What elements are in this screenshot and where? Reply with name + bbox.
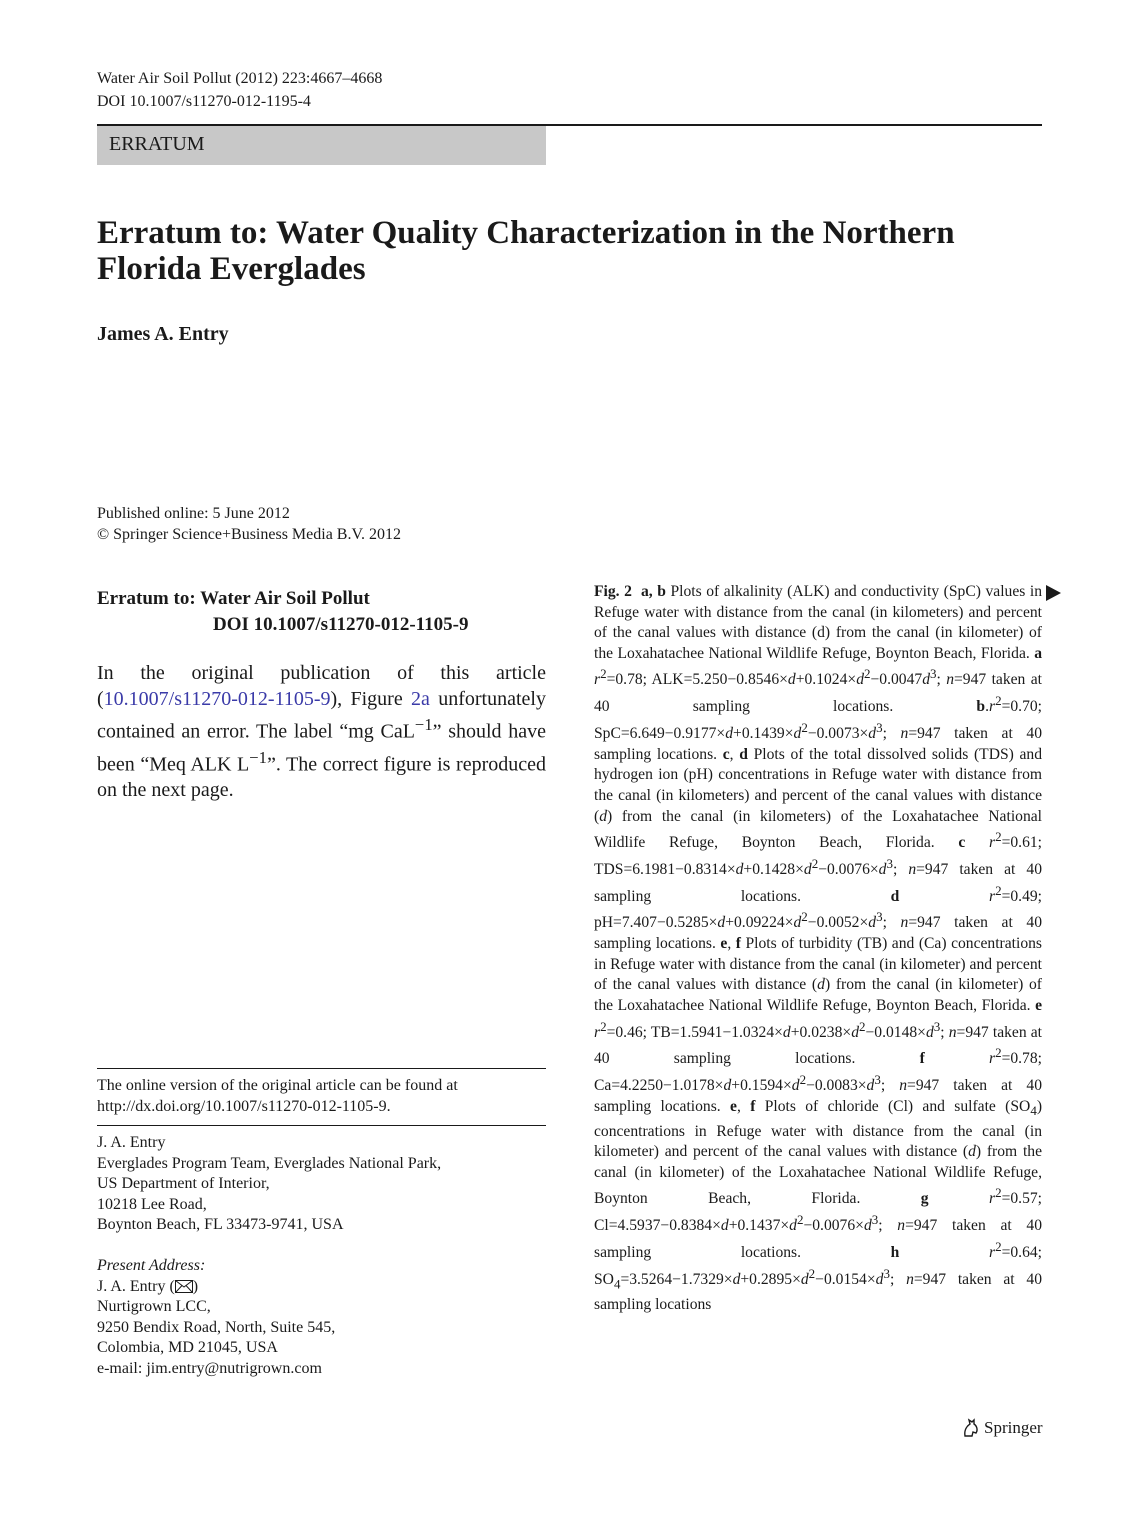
body-text: ”. The correct figure is reproduced on the next page. [97, 753, 546, 802]
doi-link[interactable]: 10.1007/s11270-012-1105-9 [103, 688, 331, 710]
present-address-line: 9250 Bendix Road, North, Suite 545, [97, 1318, 336, 1336]
superscript: −1 [414, 715, 433, 734]
subheading-line1: Erratum to: Water Air Soil Pollut [97, 588, 370, 609]
caption-text: values in Refuge water with distance from the canal (in kilometers) and percent of the canal values with distance (d) from the canal (in kilometer) of the Loxahatachee National Wildlife Refuge, Boynton Beach, Florida. [594, 583, 1043, 662]
article-title: Erratum to: Water Quality Characterization in the Northern Florida Everglades [97, 215, 955, 287]
section-label: ERRATUM [97, 126, 546, 165]
footnote-rule [97, 1068, 546, 1069]
erratum-body [97, 660, 546, 803]
name-text: ) [192, 1277, 199, 1295]
affiliation-line: 10218 Lee Road, [97, 1195, 207, 1213]
email-line[interactable]: e-mail: jim.entry@nutrigrown.com [97, 1359, 322, 1377]
envelope-icon[interactable] [175, 1280, 193, 1293]
present-address-line: Nurtigrown LCC, [97, 1298, 211, 1315]
body-text: ), Figure [330, 688, 412, 710]
present-address-label: Present Address: [97, 1257, 206, 1274]
body-text: In the original publication of this article ( [97, 662, 546, 710]
springer-horse-icon [962, 1418, 980, 1438]
present-address-name [97, 1277, 546, 1298]
figure-caption: Fig. 2 a, b Plots of alkalinity (ALK) and conductivity (SpC) values in Refuge water with distance from the canal (in kilometers) and percent of the canal values with distance (d) from the canal (in kilometer) of the Loxahatachee National Wildlife Refuge, Boynton Beach, Florida. a $r^2=0.78$; $ALK=5.250-0.8546\times d+0.1024\times d^2-0.0047d^3$; n=947 taken at 40 sampling locations. $b.r^2=0.70$; $SpC=6.649-0.9177\times d+0.1439\times d^2-0.0073\times d^3$; n=947 taken at 40 sampling locations. c, d Plots of the total dissolved solids (TDS) and hydrogen ion (pH) concentrations in Refuge water with distance from the canal (in kilometers) and percent of the canal values with distance (d) from the canal (in kilometers) of the Loxahatachee National Wildlife Refuge, Boynton Beach, Florida. c $r^2=0.61$; $TDS=6.1981-0.8314\times d+0.1428\times d^2-0.0076\times d^3$; n=947 taken at 40 sampling locations. d $r^2=0.49$; $pH=7.407-0.5285\times d+0.09224\times d^2-0.0052\times d^3$; n=947 taken at 40 sampling locations. e, f Plots of turbidity (TB) and (Ca) concentrations in Refuge water with distance from the canal (in kilometer) and percent of the canal values with distance (d) from the canal (in kilometer) of the Loxahatachee National Wildlife Refuge, Boynton Beach, Florida. e $r^2=0.46$; $TB=1.5941-1.0324\times d+0.0238\times d^2-0.0148\times d^3$; n=947 taken at 40 sampling locations. f $r^2=0.78$; $Ca=4.2250-1.0178\times d+0.1594\times d^2-0.0083\times d^3$; n=947 taken at 40 sampling locations. e, f Plots of chloride (Cl) and sulfate $(SO_4)$ concentrations in Refuge water with distance from the canal (in kilometer) and percent of the canal values with distance (d) from the canal (in kilometer) of the Loxahatachee National Wildlife Refuge, Boynton Beach, Florida. g $r^2=0.57$; $Cl=4.5937-0.8384\times d+0.1437\times d^2-0.0076\times d^3$; n=947 taken at 40 sampling locations. h $r^2=0.64$; $SO_4=3.5264-1.7329\times d+0.2895\times d^2-0.0154\times d^3$; n=947 taken at 40 sampling locations [594, 583, 1043, 1313]
body-text: ” should have been “Meq ALK L [97, 720, 546, 776]
subheading-doi: DOI 10.1007/s11270-012-1105-9 [213, 614, 469, 635]
affiliation-line: US Department of Interior, [97, 1175, 270, 1192]
journal-citation: Water Air Soil Pollut (2012) 223:4667–4668 [97, 70, 383, 87]
published-date: Published online: 5 June 2012 [97, 505, 290, 522]
name-text: J. A. Entry ( [97, 1277, 175, 1295]
caption-text: Plots of alkalinity (ALK) and conductivity (SpC) [670, 583, 981, 600]
figure-link[interactable]: 2a [411, 688, 430, 710]
panel-label: a, b [640, 583, 666, 600]
journal-header [97, 67, 382, 113]
affiliation-line: Boynton Beach, FL 33473-9741, USA [97, 1216, 344, 1233]
article-doi: DOI 10.1007/s11270-012-1195-4 [97, 93, 311, 110]
affiliation-line: J. A. Entry [97, 1134, 166, 1151]
figure-label: Fig. 2 [594, 583, 632, 600]
affiliation [97, 1133, 546, 1236]
affiliation-line: Everglades Program Team, Everglades National Park, [97, 1154, 442, 1172]
author-name: James A. Entry [97, 323, 229, 345]
continue-arrow-icon [1046, 585, 1061, 601]
body-text: unfortunately contained an error. The label “mg CaL [97, 688, 546, 743]
publisher-name: Springer [984, 1418, 1043, 1437]
superscript: −1 [249, 747, 267, 767]
present-address [97, 1256, 546, 1379]
publisher-logo [962, 1418, 1043, 1438]
online-version-note: The online version of the original article can be found at http://dx.doi.org/10.1007/s11270-012-1105-9. [97, 1077, 458, 1115]
publication-info [97, 503, 401, 545]
erratum-subheading [97, 586, 546, 638]
copyright-line: © Springer Science+Business Media B.V. 2012 [97, 526, 401, 543]
affiliation-rule [97, 1125, 546, 1126]
present-address-line: Colombia, MD 21045, USA [97, 1339, 278, 1356]
